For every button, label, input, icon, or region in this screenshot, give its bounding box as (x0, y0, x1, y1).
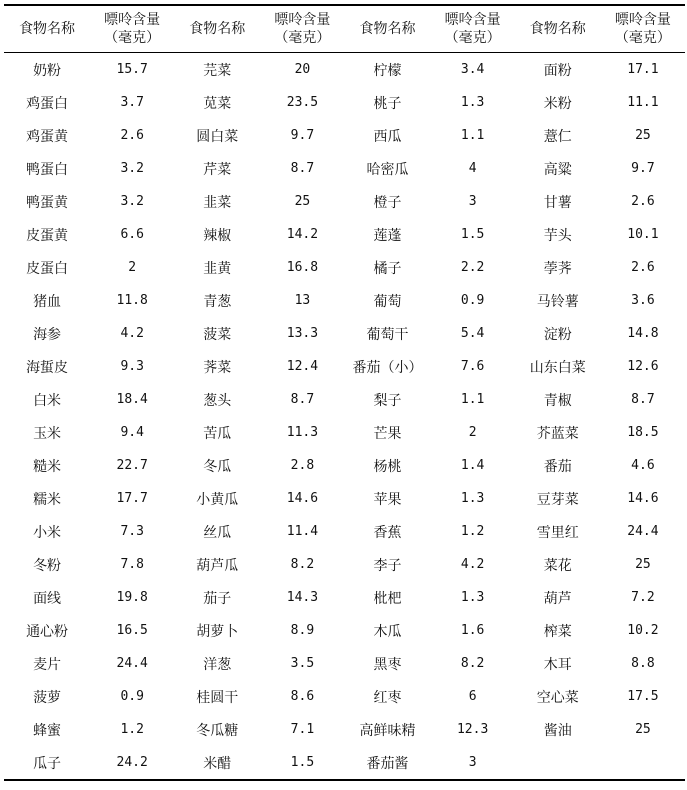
purine-value-cell: 2 (128, 260, 137, 275)
food-name-cell: 橙子 (373, 194, 402, 211)
purine-value-cell: 14.3 (286, 590, 319, 605)
table-row (4, 482, 685, 515)
food-name-cell: 番茄酱 (366, 755, 409, 772)
purine-value-cell: 1.1 (460, 392, 485, 407)
food-name-cell: 木瓜 (373, 623, 402, 640)
food-name-cell: 梨子 (373, 392, 402, 409)
purine-value-cell: 8.7 (290, 392, 315, 407)
header-food-name (515, 5, 601, 53)
purine-value-cell: 15.7 (116, 62, 148, 77)
food-name-cell: 芒果 (373, 425, 402, 442)
purine-value-cell: 5.4 (460, 326, 485, 341)
food-name-cell: 榨菜 (543, 623, 572, 640)
food-name-cell: 荠菜 (203, 359, 232, 376)
food-name-cell: 枇杷 (373, 590, 402, 607)
purine-value-cell: 3 (468, 755, 477, 770)
food-name-cell: 雪里红 (536, 524, 579, 541)
header-line-2: （毫克） (614, 30, 671, 46)
purine-value-cell: 1.2 (120, 722, 144, 737)
food-name-cell: 高鲜味精 (359, 722, 416, 739)
table-row (4, 449, 685, 482)
food-name-cell: 韭菜 (203, 194, 232, 211)
food-name-cell: 芋头 (543, 227, 572, 244)
header-line-2: （毫克） (104, 30, 161, 46)
purine-value-cell: 17.7 (116, 491, 148, 506)
purine-value-cell: 3.5 (290, 656, 315, 671)
purine-value-cell: 7.3 (120, 524, 144, 539)
purine-value-cell: 12.4 (286, 359, 319, 374)
purine-value-cell: 8.2 (290, 557, 315, 572)
table-row (4, 218, 685, 251)
food-name-cell: 洋葱 (203, 656, 232, 673)
food-name-cell: 海蜇皮 (26, 359, 69, 376)
food-name-cell: 蜂蜜 (33, 722, 62, 739)
header-line-1: 嘌呤含量 (444, 12, 501, 28)
food-name-cell: 皮蛋白 (26, 260, 69, 277)
purine-value-cell: 2.6 (631, 260, 655, 275)
header-purine-content (260, 5, 344, 53)
header-purine-content (431, 5, 515, 53)
food-name-cell: 奶粉 (33, 62, 62, 79)
purine-value-cell: 1.1 (460, 128, 485, 143)
purine-value-cell: 7.2 (631, 590, 655, 605)
food-name-cell: 冬瓜糖 (196, 722, 239, 739)
purine-value-cell: 25 (635, 128, 651, 143)
purine-value-cell: 8.7 (631, 392, 655, 407)
purine-value-cell: 6.6 (120, 227, 144, 242)
food-name-cell: 白米 (33, 392, 62, 409)
purine-value-cell: 14.2 (286, 227, 319, 242)
purine-value-cell: 17.5 (627, 689, 659, 704)
purine-value-cell: 11.4 (286, 524, 319, 539)
table-row (4, 746, 685, 780)
table-row (4, 317, 685, 350)
food-name-cell: 米醋 (203, 755, 232, 772)
food-name-cell: 猪血 (33, 293, 62, 310)
header-food-name (344, 5, 430, 53)
header-food-name (4, 5, 90, 53)
purine-value-cell: 8.2 (460, 656, 485, 671)
table-row (4, 284, 685, 317)
purine-value-cell: 1.5 (290, 755, 315, 770)
food-name-cell: 葡萄干 (366, 326, 409, 343)
table-row (4, 53, 685, 87)
food-name-cell: 米粉 (543, 95, 572, 112)
food-name-cell: 苹果 (373, 491, 402, 508)
table-row (4, 119, 685, 152)
purine-value-cell: 4.2 (460, 557, 485, 572)
purine-value-cell: 9.3 (120, 359, 144, 374)
food-name-cell: 西瓜 (373, 128, 402, 145)
food-name-cell: 糙米 (33, 458, 62, 475)
purine-value-cell: 2.6 (631, 194, 655, 209)
food-name-cell: 芫菜 (203, 62, 232, 79)
food-name-cell: 菜花 (543, 557, 572, 574)
table-row (4, 680, 685, 713)
food-name-cell: 甘薯 (543, 194, 572, 211)
purine-value-cell: 1.3 (460, 95, 485, 110)
food-name-cell: 山东白菜 (529, 359, 586, 376)
header-line-1: 嘌呤含量 (274, 12, 331, 28)
header-line-1: 嘌呤含量 (104, 12, 161, 28)
purine-value-cell: 1.5 (460, 227, 485, 242)
food-name-cell: 茄子 (203, 590, 232, 607)
food-name-cell: 冬瓜 (203, 458, 232, 475)
food-name-cell: 鸡蛋白 (26, 95, 69, 112)
purine-value-cell (601, 746, 685, 780)
food-name-cell: 香蕉 (373, 524, 402, 541)
purine-value-cell: 16.5 (116, 623, 148, 638)
purine-value-cell: 14.6 (627, 491, 659, 506)
purine-value-cell: 9.7 (290, 128, 315, 143)
purine-value-cell: 25 (635, 557, 651, 572)
food-name-cell: 李子 (373, 557, 402, 574)
purine-value-cell: 19.8 (116, 590, 148, 605)
food-name-cell: 葱头 (203, 392, 232, 409)
food-name-cell: 莲蓬 (373, 227, 402, 244)
purine-value-cell: 3.2 (120, 161, 144, 176)
purine-value-cell: 2.2 (460, 260, 485, 275)
food-name-cell: 薏仁 (543, 128, 572, 145)
purine-value-cell: 25 (635, 722, 651, 737)
purine-value-cell: 18.4 (116, 392, 148, 407)
header-line-1: 食物名称 (189, 21, 246, 37)
purine-value-cell: 24.4 (627, 524, 659, 539)
food-name-cell: 杨桃 (373, 458, 402, 475)
purine-value-cell: 14.6 (286, 491, 319, 506)
purine-value-cell: 10.2 (627, 623, 659, 638)
table-row (4, 383, 685, 416)
purine-value-cell: 6 (468, 689, 477, 704)
food-name-cell: 冬粉 (33, 557, 62, 574)
purine-value-cell: 24.2 (116, 755, 148, 770)
purine-value-cell: 7.8 (120, 557, 144, 572)
food-name-cell: 芥蓝菜 (536, 425, 579, 442)
food-name-cell: 瓜子 (33, 755, 62, 772)
purine-value-cell: 2 (468, 425, 477, 440)
header-line-1: 食物名称 (19, 21, 76, 37)
purine-value-cell: 0.9 (120, 689, 144, 704)
food-name-cell: 番茄 (543, 458, 572, 475)
purine-value-cell: 4.2 (120, 326, 144, 341)
purine-value-cell: 4.6 (631, 458, 655, 473)
food-name-cell: 糯米 (33, 491, 62, 508)
food-name-cell: 高粱 (543, 161, 572, 178)
purine-value-cell: 8.7 (290, 161, 315, 176)
purine-value-cell: 11.8 (116, 293, 148, 308)
purine-value-cell: 1.3 (460, 590, 485, 605)
table-header (4, 5, 685, 53)
food-name-cell: 淀粉 (543, 326, 572, 343)
food-name-cell: 小黄瓜 (196, 491, 239, 508)
purine-value-cell: 12.6 (627, 359, 659, 374)
food-name-cell: 鸡蛋黄 (26, 128, 69, 145)
food-name-cell: 红枣 (373, 689, 402, 706)
food-name-cell: 丝瓜 (203, 524, 232, 541)
header-line-1: 食物名称 (529, 21, 586, 37)
purine-value-cell: 18.5 (627, 425, 659, 440)
purine-value-cell: 3.4 (460, 62, 485, 77)
food-name-cell: 葫芦 (543, 590, 572, 607)
food-name-cell: 橘子 (373, 260, 402, 277)
purine-value-cell: 7.6 (460, 359, 485, 374)
table-row (4, 713, 685, 746)
header-purine-content (601, 5, 685, 53)
table-row (4, 515, 685, 548)
food-name-cell: 青葱 (203, 293, 232, 310)
food-name-cell (515, 746, 601, 780)
table-row (4, 185, 685, 218)
table-row (4, 647, 685, 680)
food-name-cell: 通心粉 (26, 623, 69, 640)
purine-value-cell: 12.3 (456, 722, 489, 737)
purine-value-cell: 8.8 (631, 656, 655, 671)
food-name-cell: 胡萝卜 (196, 623, 239, 640)
header-line-1: 嘌呤含量 (614, 12, 671, 28)
food-name-cell: 桂圆干 (196, 689, 239, 706)
purine-value-cell: 2.6 (120, 128, 144, 143)
food-name-cell: 面粉 (543, 62, 572, 79)
purine-value-cell: 1.2 (460, 524, 485, 539)
purine-value-cell: 3.6 (631, 293, 655, 308)
food-name-cell: 荸荠 (543, 260, 572, 277)
purine-value-cell: 1.4 (460, 458, 485, 473)
food-name-cell: 菠菜 (203, 326, 232, 343)
food-name-cell: 鸭蛋白 (26, 161, 69, 178)
purine-value-cell: 14.8 (627, 326, 659, 341)
purine-value-cell: 9.7 (631, 161, 655, 176)
purine-value-cell: 1.3 (460, 491, 485, 506)
food-name-cell: 青椒 (543, 392, 572, 409)
food-name-cell: 韭黄 (203, 260, 232, 277)
table-row (4, 416, 685, 449)
purine-value-cell: 1.6 (460, 623, 485, 638)
food-name-cell: 芹菜 (203, 161, 232, 178)
purine-value-cell: 10.1 (627, 227, 659, 242)
table-row (4, 614, 685, 647)
table-row (4, 251, 685, 284)
purine-value-cell: 0.9 (460, 293, 485, 308)
header-purine-content (90, 5, 174, 53)
food-name-cell: 苋菜 (203, 95, 232, 112)
purine-value-cell: 11.1 (627, 95, 659, 110)
food-name-cell: 酱油 (543, 722, 572, 739)
purine-value-cell: 23.5 (286, 95, 319, 110)
purine-value-cell: 3.7 (120, 95, 144, 110)
food-name-cell: 麦片 (33, 656, 62, 673)
food-name-cell: 黑枣 (373, 656, 402, 673)
purine-value-cell: 20 (294, 62, 311, 77)
table-row (4, 152, 685, 185)
header-line-2: （毫克） (444, 30, 501, 46)
food-name-cell: 葡萄 (373, 293, 402, 310)
table-row (4, 86, 685, 119)
header-food-name (174, 5, 260, 53)
food-name-cell: 空心菜 (536, 689, 579, 706)
food-name-cell: 葫芦瓜 (196, 557, 239, 574)
purine-value-cell: 8.6 (290, 689, 315, 704)
header-row (4, 5, 685, 53)
food-name-cell: 圆白菜 (196, 128, 239, 145)
food-name-cell: 番茄（小） (352, 359, 423, 376)
food-name-cell: 木耳 (543, 656, 572, 673)
purine-value-cell: 3 (468, 194, 477, 209)
food-name-cell: 菠萝 (33, 689, 62, 706)
food-name-cell: 海参 (33, 326, 62, 343)
table-row (4, 548, 685, 581)
food-name-cell: 桃子 (373, 95, 402, 112)
food-name-cell: 豆芽菜 (536, 491, 579, 508)
purine-content-table (4, 4, 685, 781)
purine-value-cell: 17.1 (627, 62, 659, 77)
header-line-1: 食物名称 (359, 21, 416, 37)
purine-value-cell: 7.1 (290, 722, 315, 737)
purine-value-cell: 13 (294, 293, 311, 308)
header-line-2: （毫克） (274, 30, 331, 46)
food-name-cell: 小米 (33, 524, 62, 541)
purine-value-cell: 3.2 (120, 194, 144, 209)
purine-value-cell: 8.9 (290, 623, 315, 638)
food-name-cell: 哈密瓜 (366, 161, 409, 178)
purine-value-cell: 11.3 (286, 425, 319, 440)
food-name-cell: 玉米 (33, 425, 62, 442)
table-row (4, 350, 685, 383)
purine-value-cell: 4 (468, 161, 477, 176)
food-name-cell: 鸭蛋黄 (26, 194, 69, 211)
food-name-cell: 马铃薯 (536, 293, 579, 310)
purine-value-cell: 16.8 (286, 260, 319, 275)
food-name-cell: 皮蛋黄 (26, 227, 69, 244)
purine-value-cell: 25 (294, 194, 311, 209)
purine-value-cell: 22.7 (116, 458, 148, 473)
purine-value-cell: 2.8 (290, 458, 315, 473)
food-name-cell: 面线 (33, 590, 62, 607)
food-name-cell: 柠檬 (373, 62, 402, 79)
purine-value-cell: 9.4 (120, 425, 144, 440)
table-row (4, 581, 685, 614)
purine-value-cell: 13.3 (286, 326, 319, 341)
table-body (4, 53, 685, 781)
purine-value-cell: 24.4 (116, 656, 148, 671)
food-name-cell: 辣椒 (203, 227, 232, 244)
food-name-cell: 苦瓜 (203, 425, 232, 442)
